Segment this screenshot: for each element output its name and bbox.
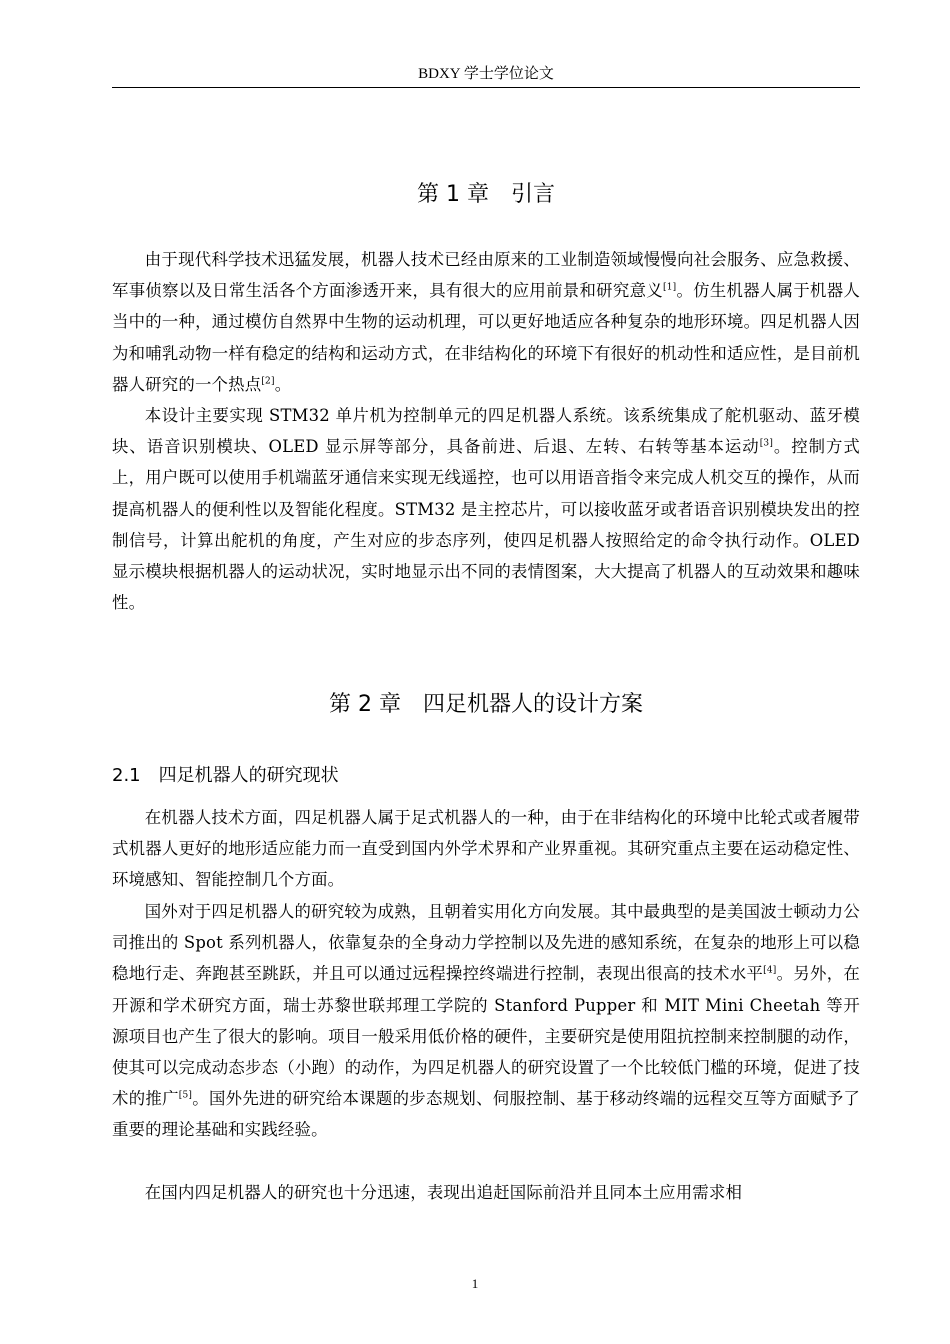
- paragraph-text: 在机器人技术方面，四足机器人属于足式机器人的一种，由于在非结构化的环境中比轮式或者履带式机器人更好的地形适应能力而一直受到国内外学术界和产业界重视。其研究重点主要在运动稳定性、环境感知、智能控制几个方面。: [112, 808, 860, 890]
- paragraph-text: 国外对于四足机器人的研究较为成熟，且朝着实用化方向发展。其中最典型的是美国波士顿动力公司推出的 Spot 系列机器人，依靠复杂的全身动力学控制以及先进的感知系统，在复杂的地形上可以稳稳地行走、奔跑甚至跳跃，并且可以通过远程操控终端进行控制，表现出很高的技术水平: [112, 902, 860, 984]
- page-number: 1: [471, 1276, 479, 1291]
- section-2-1-title: 2.1 四足机器人的研究现状: [112, 765, 339, 786]
- citation-ref: [3]: [759, 438, 774, 449]
- paragraph-text: 。国外先进的研究给本课题的步态规划、伺服控制、基于移动终端的远程交互等方面赋予了重要的理论基础和实践经验。: [112, 1089, 860, 1140]
- paragraph-text: 由于现代科学技术迅猛发展，机器人技术已经由原来的工业制造领域慢慢向社会服务、应急救援、军事侦察以及日常生活各个方面渗透开来，具有很大的应用前景和研究意义: [112, 250, 860, 301]
- chapter-2-title: 第 2 章 四足机器人的设计方案: [329, 692, 643, 717]
- section-2-1-paragraph-3: [112, 1177, 860, 1208]
- paragraph-text: 。另外，在开源和学术研究方面，瑞士苏黎世联邦理工学院的 Stanford Pupper 和 MIT Mini Cheetah 等开源项目也产生了很大的影响。项目一般采用低价格的硬件，主要研究是使用阻抗控制来控制腿的动作，使其可以完成动态步态（小跑）的动作，为四足机器人的研究设置了一个比较低门槛的环境，促进了技术的推广: [112, 964, 860, 1109]
- paragraph-text: 在国内四足机器人的研究也十分迅速，表现出追赶国际前沿并且同本土应用需求相: [144, 1183, 743, 1202]
- citation-ref: [5]: [178, 1090, 193, 1101]
- section-2-1-paragraph-2: [112, 896, 860, 1146]
- running-header: BDXY 学士学位论文: [112, 64, 860, 88]
- paragraph-text: 本设计主要实现 STM32 单片机为控制单元的四足机器人系统。该系统集成了舵机驱动、蓝牙模块、语音识别模块、OLED 显示屏等部分，具备前进、后退、左转、右转等基本运动: [112, 406, 860, 457]
- paragraph-text: 。控制方式上，用户既可以使用手机端蓝牙通信来实现无线遥控，也可以用语音指令来完成人机交互的操作，从而提高机器人的便利性以及智能化程度。STM32 是主控芯片，可以接收蓝牙或者语音识别模块发出的控制信号，计算出舵机的角度，产生对应的步态序列，使四足机器人按照给定的命令执行动作。OLED 显示模块根据机器人的运动状况，实时地显示出不同的表情图案，大大提高了机器人的互动效果和趣味性。: [112, 437, 861, 613]
- paragraph-text: 。仿生机器人属于机器人当中的一种，通过模仿自然界中生物的运动机理，可以更好地适应各种复杂的地形环境。四足机器人因为和哺乳动物一样有稳定的结构和运动方式，在非结构化的环境下有很好的机动性和适应性，是目前机器人研究的一个热点: [112, 281, 861, 394]
- chapter-1-paragraph-2: [112, 400, 860, 618]
- citation-ref: [4]: [763, 965, 777, 976]
- chapter-1-paragraph-1: [112, 244, 860, 400]
- section-2-1-paragraph-1: [112, 802, 860, 896]
- citation-ref: [1]: [662, 282, 677, 293]
- paragraph-text: 。: [274, 374, 292, 394]
- citation-ref: [2]: [261, 376, 275, 387]
- chapter-1-title: 第 1 章 引言: [417, 182, 555, 207]
